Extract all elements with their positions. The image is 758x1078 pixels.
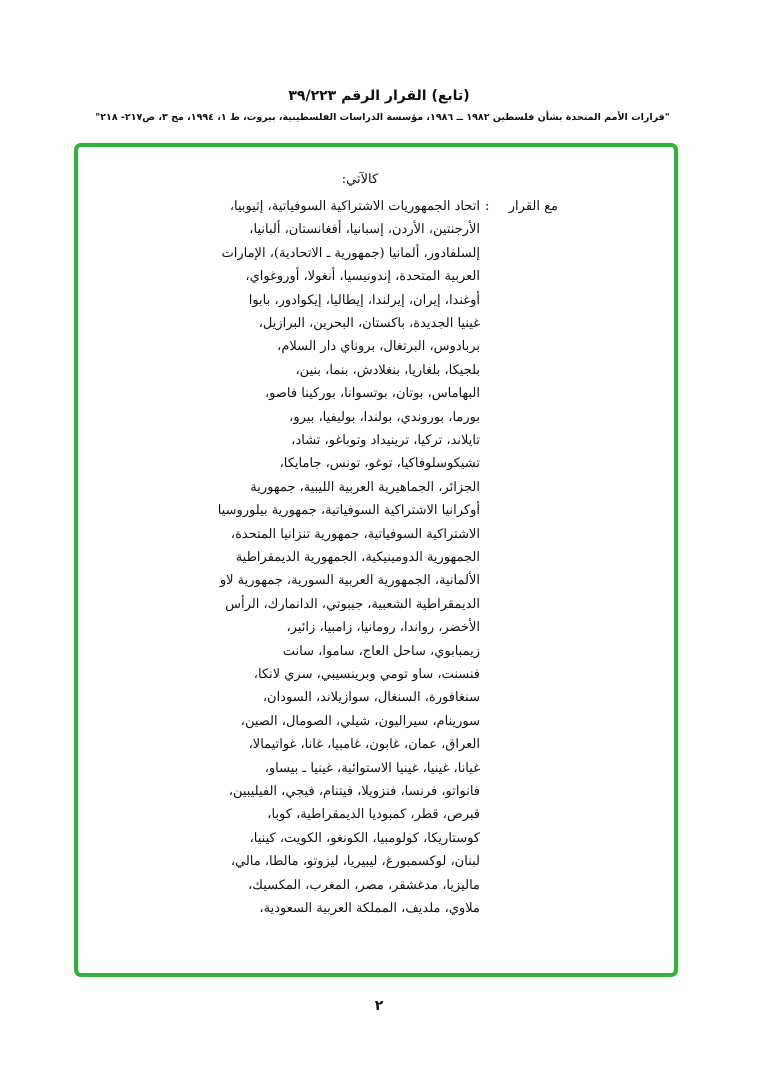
country-list-line: بربادوس، البرتغال، بروناي دار السلام، <box>277 339 480 355</box>
country-list-line: بلجيكا، بلغاريا، بنغلادش، بنما، بنين، <box>295 362 480 378</box>
country-list-line: العراق، عمان، غابون، غامبيا، غانا، غواتيمالا، <box>248 737 480 753</box>
country-list-line: الألمانية، الجمهورية العربية السورية، جمهورية لاو <box>219 573 480 589</box>
country-list-line: الأرجنتين، الأردن، إسبانيا، أفغانستان، ألبانيا، <box>249 222 480 238</box>
country-list-line: بورما، بوروندي، بولندا، بوليفيا، بيرو، <box>289 409 480 425</box>
header-citation: "قرارات الأمم المتحدة بشأن فلسطين ١٩٨٢ ــ ١٩٨٦، مؤسسة الدراسات الفلسطينية، بيروت، ط ١، ١٩٩٤، مج ٣، ص٢١٧- ٢١٨" <box>95 112 670 123</box>
country-list-line: سنغافورة، السنغال، سوازيلاند، السودان، <box>262 690 480 706</box>
country-list-line: الجمهورية الدومينيكية، الجمهورية الديمقراطية <box>235 550 480 565</box>
country-list-line: البهاماس، بوتان، بوتسوانا، بوركينا فاصو، <box>264 386 480 402</box>
country-list-line: سورينام، سيراليون، شيلي، الصومال، الصين، <box>240 713 480 729</box>
country-list-line: الأخضر، رواندا، رومانيا، زامبيا، زائير، <box>286 620 480 636</box>
decision-label: مع القرار <box>508 199 558 214</box>
country-list-line: الاشتراكية السوفياتية، جمهورية تنزانيا المتحدة، <box>230 526 480 542</box>
country-list-line: اتحاد الجمهوريات الاشتراكية السوفياتية، إثيوبيا، <box>229 199 480 214</box>
country-list-line: ملاوي، ملديف، المملكة العربية السعودية، <box>259 901 480 916</box>
country-list-line: أوغندا، إيران، إيرلندا، إيطاليا، إيكوادور، بابوا <box>248 292 480 308</box>
country-list-line: غينيا الجديدة، باكستان، البحرين، البرازيل، <box>258 316 480 331</box>
country-list-line: لبنان، لوكسمبورغ، ليبيريا، ليزوتو، مالطا، مالي، <box>230 854 480 870</box>
country-list-line: غيانا، غينيا، غينيا الاستوائية، غينيا ـ بيساو، <box>264 760 480 776</box>
country-list-line: كوستاريكا، كولومبيا، الكونغو، الكويت، كينيا، <box>249 830 480 846</box>
page-number: ٢ <box>374 998 384 1014</box>
header-title: (تابع) القرار الرقم ٣٩/٢٢٣ <box>288 88 470 104</box>
country-list-line: أوكرانيا الاشتراكية السوفياتية، جمهورية بيلوروسيا <box>217 503 480 519</box>
country-list-line: فانواتو، فرنسا، فنزويلا، فيتنام، فيجي، الفيليبين، <box>228 784 480 799</box>
country-list-line: ماليزيا، مدغشقر، مصر، المغرب، المكسيك، <box>248 877 480 893</box>
country-list-line: فنسنت، ساو تومي وبرينسيبي، سري لانكا، <box>253 667 480 682</box>
country-list-line: إلسلفادور، ألمانيا (جمهورية ـ الاتحادية)، الإمارات <box>221 245 480 261</box>
label-colon: : <box>485 199 490 214</box>
country-list-line: الجزائر، الجماهيرية العربية الليبية، جمهورية <box>250 479 480 495</box>
intro-text: كالآتي: <box>341 172 379 187</box>
country-list-line: الديمقراطية الشعبية، جيبوتي، الدانمارك، الرأس <box>225 596 480 612</box>
country-list-line: العربية المتحدة، إندونيسيا، أنغولا، أوروغواي، <box>245 269 480 285</box>
country-list-line: تشيكوسلوفاكيا، توغو، تونس، جامايكا، <box>279 456 480 472</box>
country-list-line: زيمبابوي، ساحل العاج، ساموا، سانت <box>282 643 480 659</box>
country-list-line: تايلاند، تركيا، ترينيداد وتوباغو، تشاد، <box>291 433 480 448</box>
country-list-line: قبرص، قطر، كمبوديا الديمقراطية، كوبا، <box>267 807 480 823</box>
